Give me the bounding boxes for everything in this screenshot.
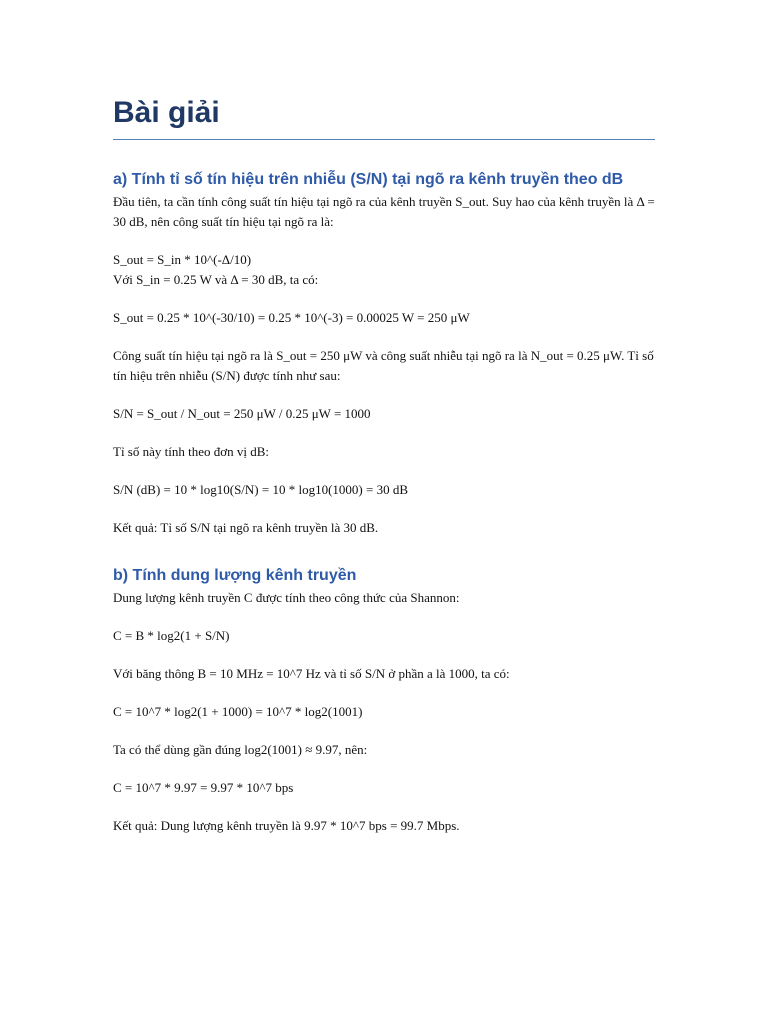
- section-a-heading: a) Tính tỉ số tín hiệu trên nhiễu (S/N) tại ngõ ra kênh truyền theo dB: [113, 171, 624, 188]
- section-b-formula-c-calc: C = 10^7 * 9.97 = 9.97 * 10^7 bps: [113, 780, 294, 795]
- section-a-given-values: Với S_in = 0.25 W và Δ = 30 dB, ta có:: [113, 272, 319, 287]
- section-a-intro: Đầu tiên, ta cần tính công suất tín hiệu tại ngõ ra của kênh truyền S_out. Suy hao của kênh truyền là Δ = 30 dB, nên công suất tín hiệu tại ngõ ra là:: [113, 194, 655, 229]
- section-a-noise-text: Công suất tín hiệu tại ngõ ra là S_out = 250 μW và công suất nhiễu tại ngõ ra là N_out = 0.25 μW. Tỉ số tín hiệu trên nhiễu (S/N) được tính như sau:: [113, 348, 654, 383]
- section-a-result: Kết quả: Tỉ số S/N tại ngõ ra kênh truyền là 30 dB.: [113, 520, 379, 535]
- document-page: [113, 95, 655, 836]
- section-b-approx-text: Ta có thể dùng gần đúng log2(1001) ≈ 9.97, nên:: [113, 742, 368, 757]
- section-b-result: Kết quả: Dung lượng kênh truyền là 9.97 * 10^7 bps = 99.7 Mbps.: [113, 818, 460, 833]
- section-b-intro: Dung lượng kênh truyền C được tính theo công thức của Shannon:: [113, 590, 460, 605]
- section-a-db-text: Tỉ số này tính theo đơn vị dB:: [113, 444, 270, 459]
- section-a-formula-sn-db: S/N (dB) = 10 * log10(S/N) = 10 * log10(1000) = 30 dB: [113, 482, 408, 497]
- section-b-formula-shannon: C = B * log2(1 + S/N): [113, 628, 230, 643]
- section-b-heading: b) Tính dung lượng kênh truyền: [113, 567, 357, 584]
- section-a-formula-sn: S/N = S_out / N_out = 250 μW / 0.25 μW = 1000: [113, 406, 371, 421]
- page-title: Bài giải: [113, 95, 655, 140]
- section-b-formula-c: C = 10^7 * log2(1 + 1000) = 10^7 * log2(1001): [113, 704, 363, 719]
- section-a-formula-sout-calc: S_out = 0.25 * 10^(-30/10) = 0.25 * 10^(-3) = 0.00025 W = 250 μW: [113, 310, 470, 325]
- section-a-formula-sout: S_out = S_in * 10^(-Δ/10): [113, 252, 252, 267]
- section-b-bandwidth-text: Với băng thông B = 10 MHz = 10^7 Hz và tỉ số S/N ở phần a là 1000, ta có:: [113, 666, 510, 681]
